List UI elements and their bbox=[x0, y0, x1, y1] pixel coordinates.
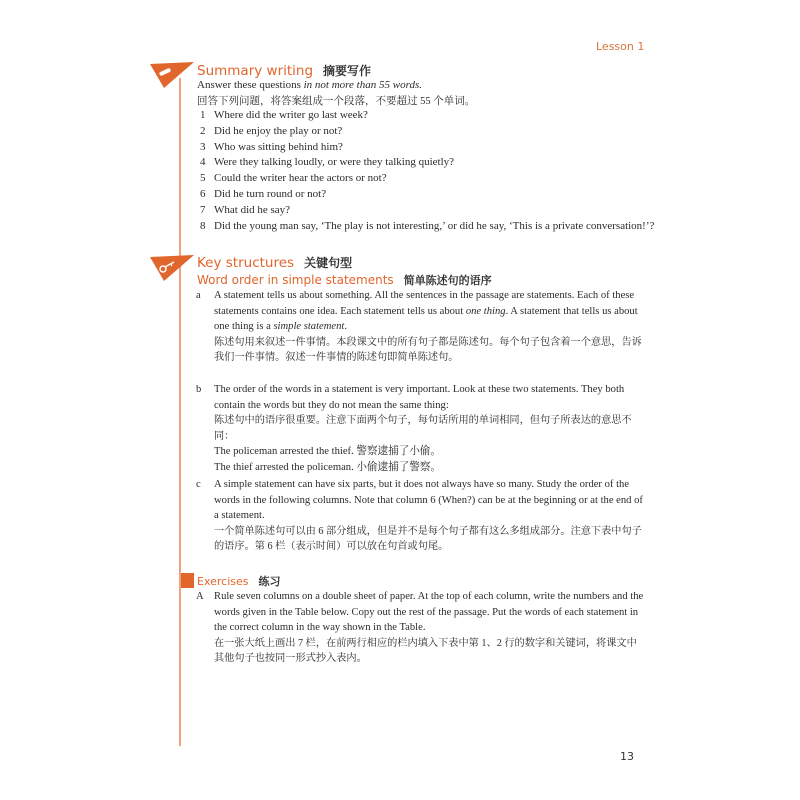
summary-instruction-zh: 回答下列问题，将答案组成一个段落，不要超过 55 个单词。 bbox=[197, 96, 476, 107]
question-item: 2 Did he enjoy the play or not? bbox=[200, 124, 343, 137]
page-number: 13 bbox=[620, 750, 634, 763]
key-icon bbox=[150, 255, 194, 281]
word-order-subtitle: Word order in simple statements 简单陈述句的语序 bbox=[197, 273, 492, 287]
lesson-label: Lesson 1 bbox=[596, 40, 645, 53]
question-item: 3 Who was sitting behind him? bbox=[200, 140, 343, 153]
key-structure-a: a A statement tells us about something. All the sentences in the passage are statements. Each of these statements contains one idea. Each statement tells us about one thing. A statement that tells us about one thing is a simple statement. 陈述句用来叙述一件事情。本段课文中的所有句子都是陈述句。每个句子包含着一个意思，告诉我们一件事情。叙述一件事情的陈述句即简单陈述句。 bbox=[196, 290, 642, 363]
question-item: 6 Did he turn round or not? bbox=[200, 187, 327, 200]
question-item: 8 Did the young man say, ‘The play is not interesting,’ or did he say, ‘This is a private conversation!’? bbox=[200, 219, 655, 232]
question-item: 1 Where did the writer go last week? bbox=[200, 109, 368, 121]
question-item: 7 What did he say? bbox=[200, 203, 291, 216]
exercises-title: Exercises 练习 bbox=[197, 575, 281, 588]
key-structures-title: Key structures 关键句型 bbox=[197, 255, 353, 271]
question-list bbox=[200, 108, 654, 234]
pencil-icon bbox=[150, 62, 194, 88]
exercise-a: A Rule seven columns on a double sheet of paper. At the top of each column, write the numbers and the words given in the Table below. Copy out the rest of the passage. Put the words of each statement in the correct column in the way shown in the Table. 在一张大纸上画出 7 栏，在前两行相应的栏内填入下表中第 1、2 行的数字和关键词，将课文中其他句子也按同一形式抄入表内。 bbox=[196, 591, 644, 664]
question-item: 5 Could the writer hear the actors or not? bbox=[200, 172, 387, 185]
summary-writing-title: Summary writing 摘要写作 bbox=[197, 63, 372, 79]
key-structure-b: b The order of the words in a statement is very important. Look at these two statements. They both contain the words but they do not mean the same thing: 陈述句中的语序很重要。注意下面两个句子，每句话所用的单词相同，但句子所表达的意思不同： The policeman arrested the thief. 警察逮捕了小偷。 The thief arrested the policeman. 小偷逮捕了警察。 bbox=[196, 384, 632, 473]
summary-instruction: Answer these questions in not more than 55 words. bbox=[197, 79, 422, 91]
exercises-marker bbox=[181, 573, 194, 588]
question-item: 4 Were they talking loudly, or were they talking quietly? bbox=[200, 156, 455, 169]
key-structure-c: c A simple statement can have six parts, but it does not always have so many. Study the order of the words in the following columns. Note that column 6 (When?) can be at the beginning or at the end of a statement. 一个简单陈述句可以由 6 部分组成，但是并不是每个句子都有这么多组成部分。注意下表中句子的语序。第 6 栏（表示时间）可以放在句首或句尾。 bbox=[196, 479, 643, 552]
margin-rule bbox=[179, 78, 181, 746]
